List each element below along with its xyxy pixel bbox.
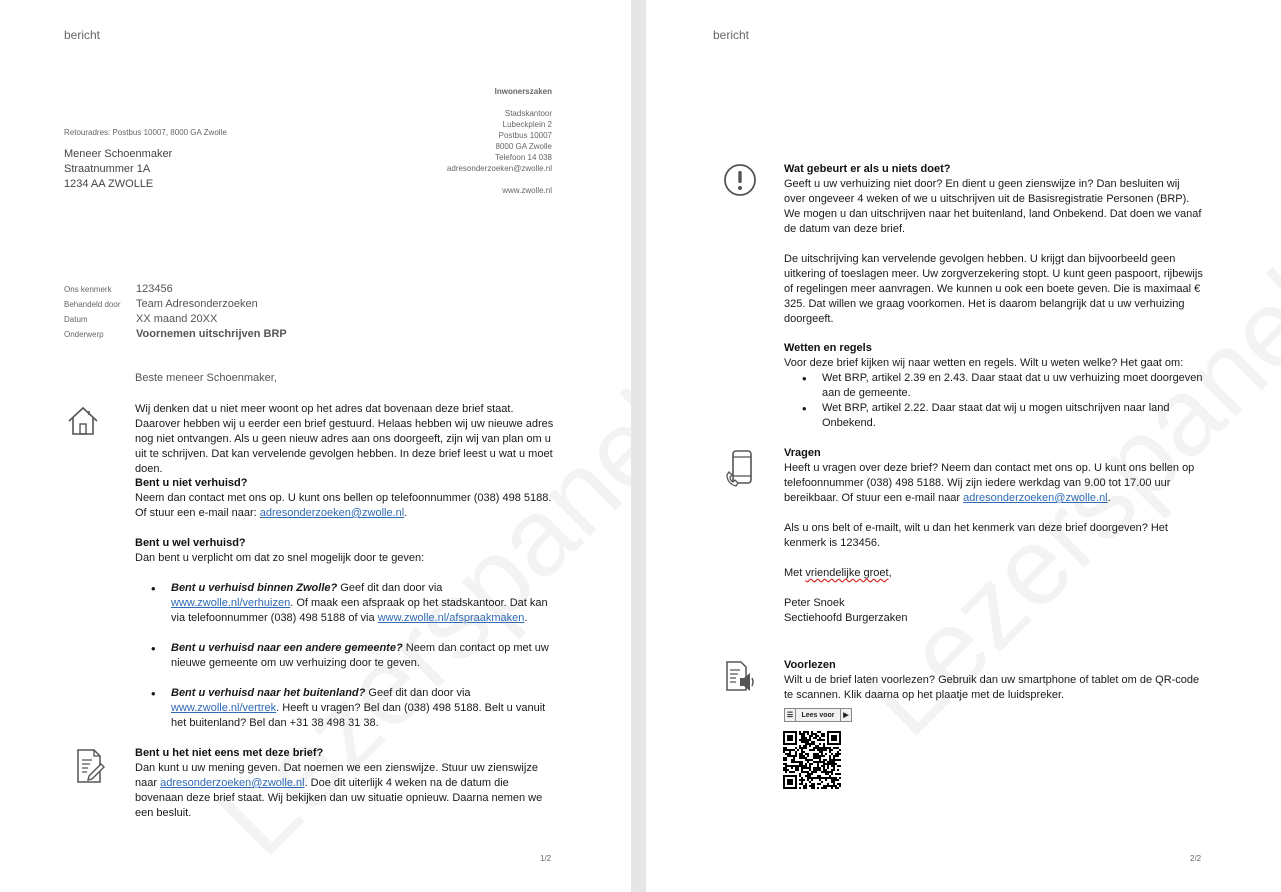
- page-1: [0, 0, 631, 892]
- body-text: .: [524, 612, 528, 624]
- body-text: Geef dit dan door via: [365, 687, 471, 699]
- salutation: Beste meneer Schoenmaker,: [135, 372, 277, 384]
- laws-section: [784, 341, 1204, 431]
- questions-section: [784, 446, 1204, 626]
- list-item: [133, 581, 555, 626]
- body-text: . Doe dit uiterlijk 4 weken na de datum die bovenaan deze brief staat. Wij bekijken dan uw situatie opnieuw. Daarna nemen we een besluit.: [135, 777, 543, 819]
- closing-text: Met: [784, 567, 806, 579]
- body-text: . Heeft u vragen? Bel dan (038) 498 5188. Belt u vanuit het buitenland? Bel dan +31 38 498 31 38.: [171, 702, 546, 729]
- body-text: .: [404, 507, 408, 519]
- meta-label: Datum: [64, 315, 88, 324]
- page-2: [646, 0, 1281, 892]
- body-text: Neem dan contact op met uw nieuwe gemeente om uw verhuizing door te geven.: [171, 642, 549, 669]
- verhuizen-link[interactable]: www.zwolle.nl/verhuizen: [171, 597, 291, 609]
- page-header: bericht: [713, 28, 750, 42]
- house-icon: [66, 404, 100, 438]
- sender-line: Telefoon 14 038: [495, 153, 552, 162]
- menu-icon: ☰: [785, 709, 796, 721]
- sender-dept: Inwonerszaken: [494, 87, 552, 96]
- sender-line: Postbus 10007: [498, 131, 552, 140]
- sender-block: [447, 86, 552, 196]
- read-aloud-section: [784, 658, 1204, 703]
- section-heading: Wat gebeurt er als u niets doet?: [784, 163, 951, 175]
- intro-paragraph: Wij denken dat u niet meer woont op het adres dat bovenaan deze brief staat. Daarover hebben wij u eerder een brief gestuurd. Helaas hebben wij uw nieuwe adres nog niet ontvangen. Als u geen nieuw adres aan ons doorgeeft, zijn wij van plan om u uit te schrijven. Dat kan vervelende gevolgen hebben. In deze brief leest u wat u moet doen.: [135, 403, 554, 475]
- moved-bullet-list: [133, 581, 555, 731]
- return-address: Retouradres: Postbus 10007, 8000 GA Zwolle: [64, 128, 227, 137]
- email-link[interactable]: adresonderzoeken@zwolle.nl: [259, 507, 405, 519]
- recipient-line: Straatnummer 1A: [64, 163, 151, 175]
- sender-line: Lubeckplein 2: [502, 120, 552, 129]
- body-text: .: [1107, 492, 1111, 504]
- section-heading: Bent u wel verhuisd?: [135, 537, 246, 549]
- section-heading: Bent u het niet eens met deze brief?: [135, 747, 324, 759]
- bullet-question: Bent u verhuisd binnen Zwolle?: [171, 582, 338, 594]
- list-item: [133, 641, 555, 671]
- phone-icon: [724, 449, 758, 489]
- afspraak-link[interactable]: www.zwolle.nl/afspraakmaken: [377, 612, 525, 624]
- sender-line: Stadskantoor: [504, 109, 552, 118]
- body-text: Neem dan contact met ons op. U kunt ons bellen op telefoonnummer (038) 498 5188. Of stuur een e-mail naar:: [135, 492, 552, 519]
- sender-line: adresonderzoeken@zwolle.nl: [446, 164, 552, 173]
- not-moved-section: [135, 476, 555, 521]
- body-text: . Of maak een afspraak op het stadskantoor. Dat kan via telefoonnummer (038) 498 5188 of via: [171, 597, 548, 624]
- page-header: bericht: [64, 28, 101, 42]
- document-edit-icon: [74, 748, 106, 784]
- list-item: • Wet BRP, artikel 2.39 en 2.43. Daar staat dat u uw verhuizing moet doorgeven aan de gemeente.: [784, 371, 1204, 401]
- recipient-line: 1234 AA ZWOLLE: [64, 178, 154, 190]
- meta-value: XX maand 20XX: [136, 313, 218, 325]
- meta-value: Voornemen uitschrijven BRP: [136, 328, 287, 340]
- disagree-section: [135, 746, 555, 821]
- email-link[interactable]: adresonderzoeken@zwolle.nl: [963, 492, 1108, 504]
- meta-value: Team Adresonderzoeken: [136, 298, 258, 310]
- meta-row: [64, 328, 287, 340]
- email-link[interactable]: adresonderzoeken@zwolle.nl: [160, 777, 305, 789]
- sender-website: www.zwolle.nl: [502, 186, 552, 195]
- body-text: Dan kunt u uw mening geven. Dat noemen we een zienswijze. Stuur uw zienswijze naar: [135, 762, 538, 789]
- section-heading: Vragen: [784, 447, 821, 459]
- sender-line: 8000 GA Zwolle: [495, 142, 552, 151]
- bullet-question: Bent u verhuisd naar het buitenland?: [171, 687, 366, 699]
- recipient-address: [64, 147, 172, 192]
- read-aloud-button-label: Lees voor: [801, 711, 835, 719]
- closing-text: vriendelijke groet: [805, 567, 889, 579]
- meta-row: [64, 298, 258, 310]
- body-text: De uitschrijving kan vervelende gevolgen hebben. U krijgt dan bijvoorbeeld geen uitkering of toeslagen meer. Uw zorgverzekering stopt. U kunt geen paspoort, rijbewijs of regelingen meer aanvragen. We kunnen u ook een boete geven. Die is maximaal € 325. Dat willen we graag voorkomen. Het is daarom belangrijk dat u uw verhuizing doorgeeft.: [784, 253, 1203, 325]
- meta-row: [64, 283, 173, 295]
- list-item: • Wet BRP, artikel 2.22. Daar staat dat wij u mogen uitschrijven naar land Onbekend.: [784, 401, 1204, 431]
- exclamation-icon: [723, 163, 757, 197]
- page-number: 1/2: [540, 854, 552, 863]
- body-text: Heeft u vragen over deze brief? Neem dan contact met ons op. U kunt ons bellen op telefoonnummer (038) 498 5188. Wij zijn iedere werkdag van 9.00 tot 17.00 uur bereikbaar. Of stuur een e-mail naar: [784, 462, 1195, 504]
- body-text: Als u ons belt of e-mailt, wilt u dan het kenmerk van deze brief doorgeven? Het kenmerk is 123456.: [784, 522, 1168, 549]
- recipient-line: Meneer Schoenmaker: [64, 148, 173, 160]
- signer-name: Peter Snoek: [784, 597, 845, 609]
- moved-section: [135, 536, 555, 731]
- signer-role: Sectiehoofd Burgerzaken: [784, 612, 908, 624]
- closing-text: ,: [888, 567, 892, 579]
- section-heading: Wetten en regels: [784, 342, 872, 354]
- read-aloud-icon: [724, 660, 758, 694]
- section-heading: Bent u niet verhuisd?: [135, 477, 248, 489]
- meta-label: Onderwerp: [64, 330, 104, 339]
- page-number: 2/2: [1190, 854, 1202, 863]
- body-text: Geeft u uw verhuizing niet door? En dient u geen zienswijze in? Dan besluiten wij over ongeveer 4 weken of we u uitschrijven uit de Basisregistratie Personen (BRP). We mogen u dan uitschrijven naar het buitenland, land Onbekend. Dat doen we vanaf de datum van deze brief.: [784, 178, 1202, 235]
- meta-label: Ons kenmerk: [64, 285, 112, 294]
- bullet-question: Bent u verhuisd naar een andere gemeente?: [171, 642, 403, 654]
- body-text: Wilt u de brief laten voorlezen? Gebruik dan uw smartphone of tablet om de QR-code te scannen. Klik daarna op het plaatje met de luidspreker.: [784, 674, 1200, 701]
- read-aloud-button[interactable]: [784, 708, 852, 722]
- qr-code[interactable]: [783, 731, 841, 789]
- play-icon: ▶: [840, 709, 851, 721]
- list-item: [133, 686, 555, 731]
- meta-row: [64, 313, 217, 325]
- section-heading: Voorlezen: [784, 659, 836, 671]
- meta-value: 123456: [136, 283, 173, 295]
- meta-label: Behandeld door: [64, 300, 121, 309]
- laws-bullet-list: [784, 371, 1204, 431]
- body-text: Voor deze brief kijken wij naar wetten en regels. Wilt u weten welke? Het gaat om:: [784, 357, 1184, 369]
- nothing-section: [784, 162, 1204, 327]
- vertrek-link[interactable]: www.zwolle.nl/vertrek: [171, 702, 277, 714]
- body-text: Dan bent u verplicht om dat zo snel mogelijk door te geven:: [135, 552, 425, 564]
- body-text: Geef dit dan door via: [337, 582, 443, 594]
